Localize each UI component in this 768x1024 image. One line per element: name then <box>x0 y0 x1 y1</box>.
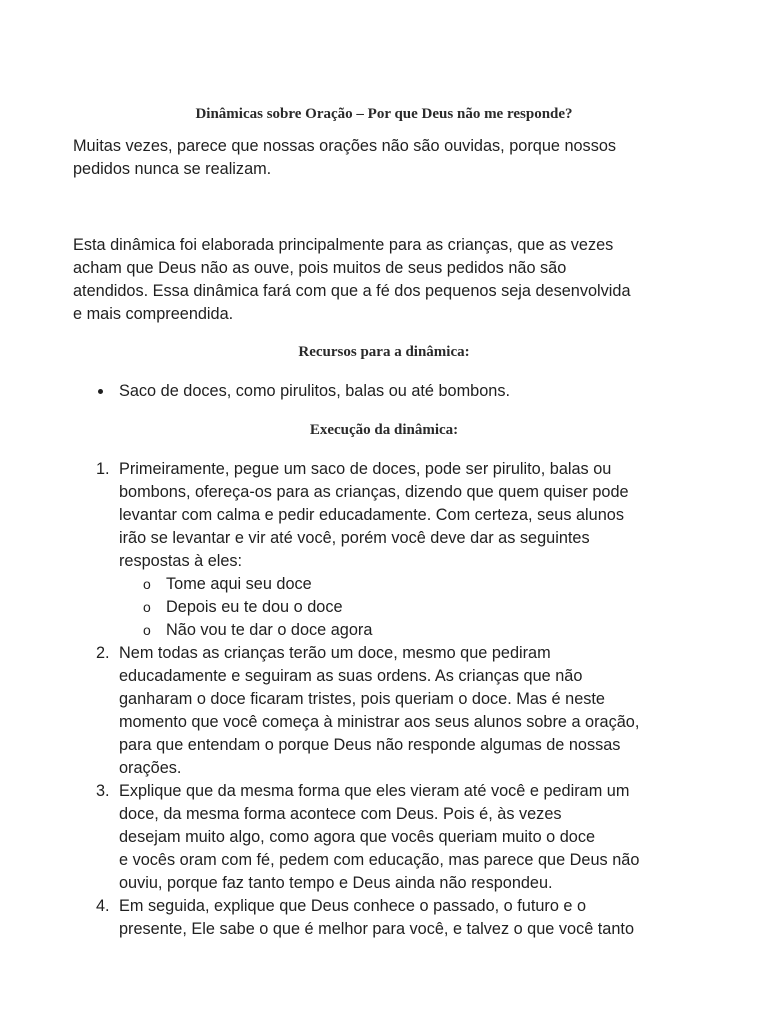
step-number: 2. <box>96 644 110 662</box>
sublist-item <box>119 596 709 619</box>
list-item <box>119 380 510 403</box>
text-line: acham que Deus não as ouve, pois muitos de seus pedidos não são <box>73 259 567 277</box>
step-number: 3. <box>96 782 110 800</box>
text-line: momento que você começa à ministrar aos seus alunos sobre a oração, <box>119 713 640 731</box>
hollow-bullet-icon: o <box>143 599 151 615</box>
step-item-2 <box>0 642 709 780</box>
text-line: presente, Ele sabe o que é melhor para você, e talvez o que você tanto <box>119 920 634 938</box>
sublist-item <box>119 619 709 642</box>
text-line: Muitas vezes, parece que nossas orações não são ouvidas, porque nossos <box>73 137 617 155</box>
bullet-icon <box>98 389 103 394</box>
execution-steps-list <box>0 458 768 941</box>
text-line: pedidos nunca se realizam. <box>73 160 272 178</box>
step-number: 4. <box>96 897 110 915</box>
sublist-item-text: Tome aqui seu doce <box>166 575 312 593</box>
step-number: 1. <box>96 460 110 478</box>
text-line: desejam muito algo, como agora que vocês queriam muito o doce <box>119 828 596 846</box>
text-line: ouviu, porque faz tanto tempo e Deus ainda não respondeu. <box>119 874 553 892</box>
document-title: Dinâmicas sobre Oração – Por que Deus não me responde? <box>195 106 573 122</box>
text-line: Em seguida, explique que Deus conhece o passado, o futuro e o <box>119 897 587 915</box>
text-line: e mais compreendida. <box>73 305 234 323</box>
text-line: orações. <box>119 759 182 777</box>
text-line: Esta dinâmica foi elaborada principalmente para as crianças, que as vezes <box>73 236 614 254</box>
intro-paragraph <box>73 135 713 181</box>
sublist-item-text: Depois eu te dou o doce <box>166 598 343 616</box>
text-line: e vocês oram com fé, pedem com educação, mas parece que Deus não <box>119 851 640 869</box>
text-line: Primeiramente, pegue um saco de doces, pode ser pirulito, balas ou <box>119 460 612 478</box>
text-line: ganharam o doce ficaram tristes, pois queriam o doce. Mas é neste <box>119 690 605 708</box>
step-item-3 <box>0 780 709 895</box>
resource-item-text: Saco de doces, como pirulitos, balas ou até bombons. <box>119 382 510 400</box>
responses-sublist <box>119 573 709 642</box>
step-item-4 <box>0 895 709 941</box>
hollow-bullet-icon: o <box>143 622 151 638</box>
text-line: irão se levantar e vir até você, porém você deve dar as seguintes <box>119 529 590 547</box>
text-line: Explique que da mesma forma que eles vieram até você e pediram um <box>119 782 630 800</box>
sublist-item <box>119 573 709 596</box>
text-line: bombons, ofereça-os para as crianças, dizendo que quem quiser pode <box>119 483 629 501</box>
execution-heading: Execução da dinâmica: <box>309 422 459 438</box>
resources-heading: Recursos para a dinâmica: <box>298 344 470 360</box>
hollow-bullet-icon: o <box>143 576 151 592</box>
text-line: atendidos. Essa dinâmica fará com que a fé dos pequenos seja desenvolvida <box>73 282 631 300</box>
purpose-paragraph <box>73 234 713 326</box>
text-line: levantar com calma e pedir educadamente. Com certeza, seus alunos <box>119 506 624 524</box>
text-line: para que entendam o porque Deus não responde algumas de nossas <box>119 736 621 754</box>
text-line: educadamente e seguiram as suas ordens. As crianças que não <box>119 667 583 685</box>
text-line: doce, da mesma forma acontece com Deus. Pois é, às vezes <box>119 805 562 823</box>
sublist-item-text: Não vou te dar o doce agora <box>166 621 373 639</box>
text-line: respostas à eles: <box>119 552 243 570</box>
step-item-1 <box>0 458 709 642</box>
text-line: Nem todas as crianças terão um doce, mesmo que pediram <box>119 644 551 662</box>
